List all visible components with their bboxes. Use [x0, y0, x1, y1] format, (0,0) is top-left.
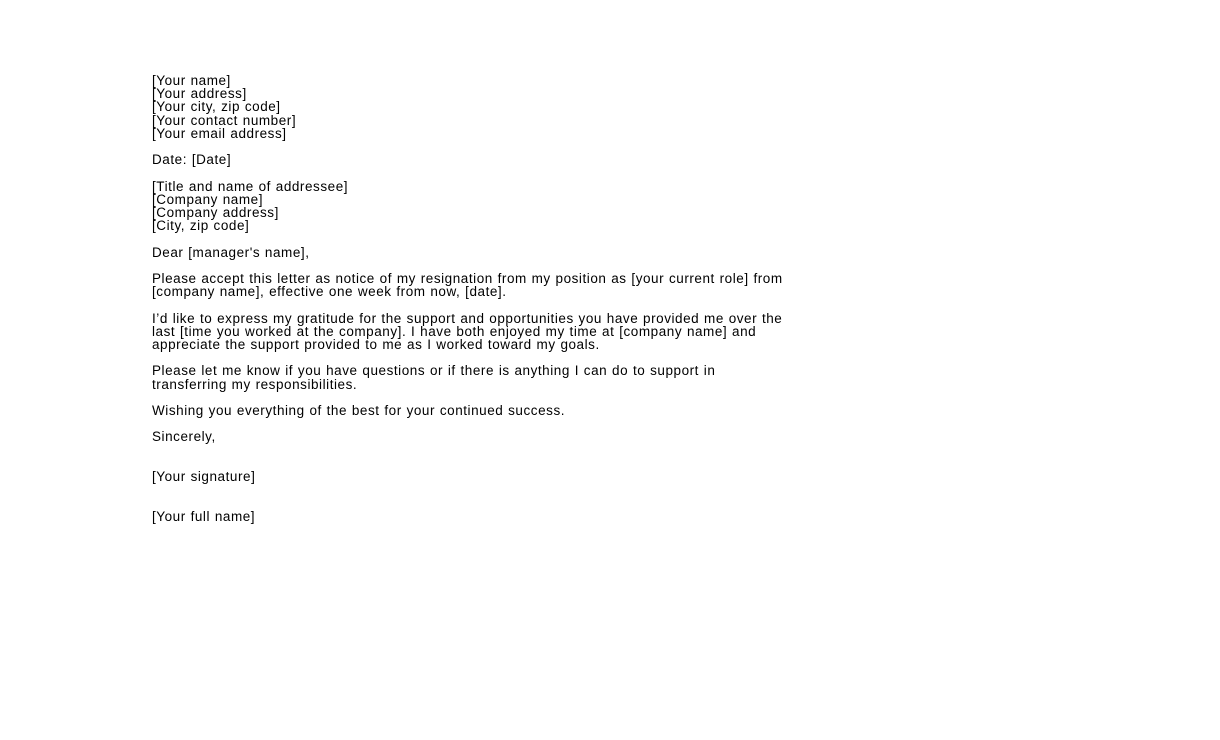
- sender-block: [152, 74, 1082, 140]
- paragraph-line: [company name], effective one week from now, [date].: [152, 284, 507, 300]
- sender-email: [Your email address]: [152, 125, 287, 141]
- paragraph-line: Please let me know if you have questions or if there is anything I can do to support in: [152, 363, 716, 379]
- body-paragraph-2: [152, 312, 1082, 352]
- sender-name: [Your name]: [152, 73, 231, 88]
- resignation-letter: [152, 74, 1082, 523]
- sender-city-zip: [Your city, zip code]: [152, 99, 281, 115]
- paragraph-line: transferring my responsibilities.: [152, 376, 358, 392]
- recipient-company: [Company name]: [152, 191, 263, 207]
- paragraph-line: appreciate the support provided to me as I worked toward my goals.: [152, 336, 600, 352]
- full-name-placeholder: [Your full name]: [152, 508, 256, 524]
- salutation: Dear [manager's name],: [152, 244, 310, 260]
- recipient-company-address: [Company address]: [152, 205, 279, 220]
- paragraph-line: Wishing you everything of the best for your continued success.: [152, 402, 566, 418]
- signature-placeholder: [Your signature]: [152, 468, 256, 484]
- date-line: Date: [Date]: [152, 152, 232, 168]
- sender-address: [Your address]: [152, 86, 247, 102]
- recipient-city-zip: [City, zip code]: [152, 218, 250, 234]
- body-paragraph-1: [152, 272, 1082, 298]
- paragraph-line: Please accept this letter as notice of my resignation from my position as [your current role] from: [152, 270, 783, 286]
- closing: Sincerely,: [152, 429, 216, 445]
- paragraph-line: I’d like to express my gratitude for the support and opportunities you have provided me over the: [152, 310, 783, 326]
- body-paragraph-3: [152, 364, 1082, 390]
- recipient-block: [152, 180, 1082, 233]
- paragraph-line: last [time you worked at the company]. I have both enjoyed my time at [company name] and: [152, 323, 757, 339]
- body-paragraph-4: [152, 404, 1082, 417]
- sender-contact-number: [Your contact number]: [152, 112, 297, 128]
- recipient-title-name: [Title and name of addressee]: [152, 178, 349, 194]
